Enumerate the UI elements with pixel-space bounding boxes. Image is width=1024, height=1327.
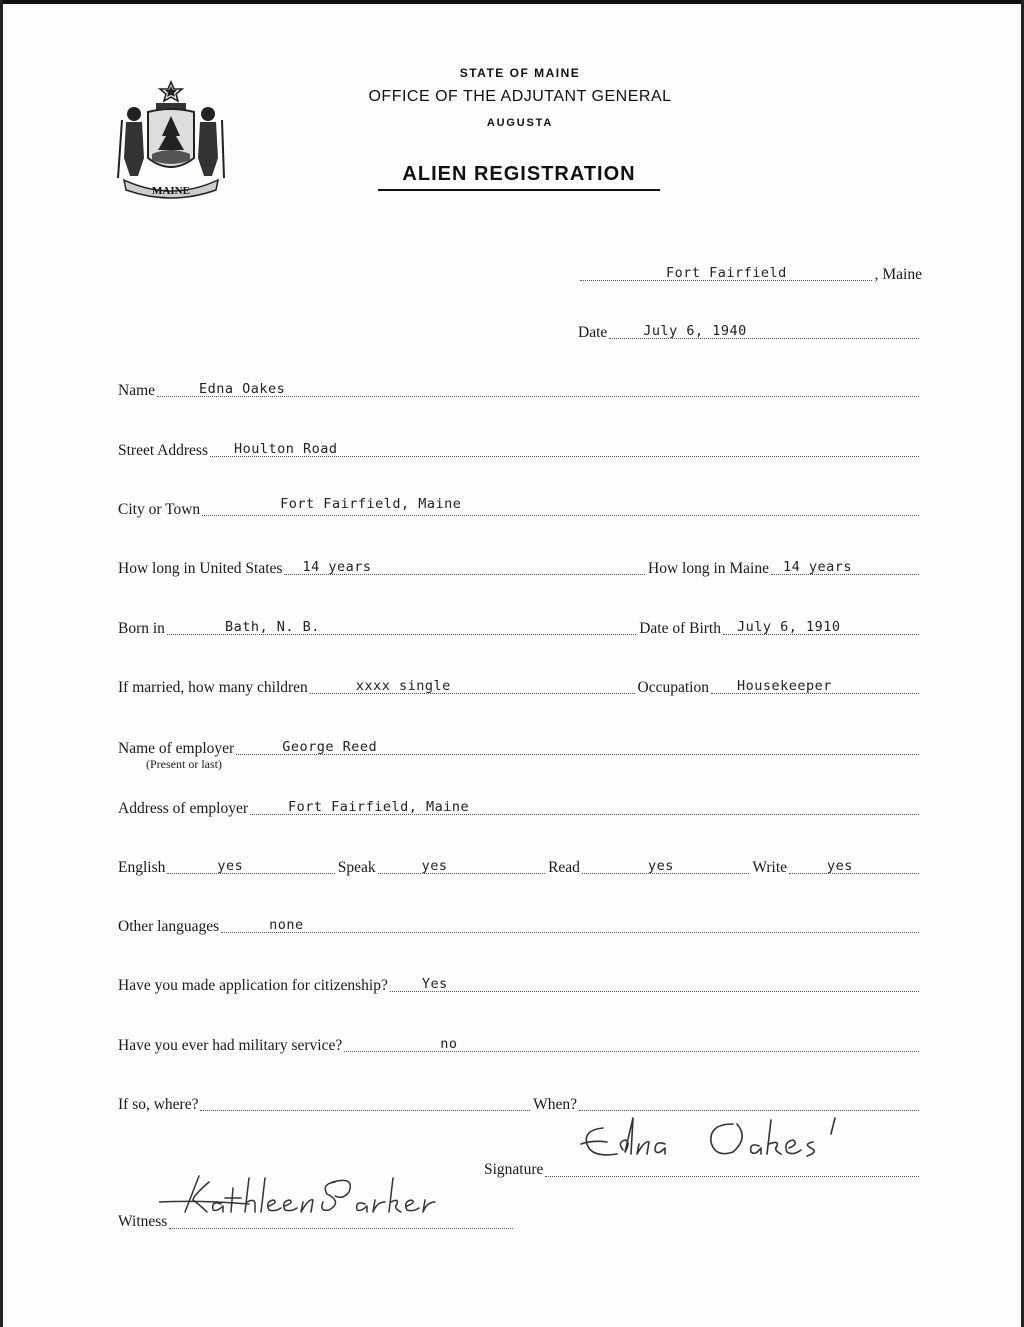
duration-row	[118, 556, 922, 578]
name-row	[118, 378, 922, 400]
english-field[interactable]	[167, 851, 334, 874]
write-label: Write	[752, 859, 788, 876]
speak-field[interactable]	[378, 851, 545, 874]
occupation-value: Housekeeper	[737, 678, 832, 694]
english-label: English	[118, 859, 166, 876]
read-label: Read	[548, 859, 580, 876]
born-in-value: Bath, N. B.	[224, 619, 320, 635]
employer-address-label: Address of employer	[118, 800, 248, 817]
city-town-value: Fort Fairfield, Maine	[280, 496, 462, 512]
street-value: Houlton Road	[233, 441, 338, 457]
children-row	[118, 675, 922, 697]
english-value: yes	[217, 858, 244, 874]
street-label: Street Address	[118, 442, 208, 459]
military-label: Have you ever had military service?	[118, 1037, 343, 1054]
date-row	[578, 320, 922, 342]
other-languages-row	[118, 914, 922, 936]
date-field[interactable]	[609, 316, 919, 339]
dob-value: July 6, 1910	[737, 619, 841, 635]
born-in-field[interactable]	[167, 612, 636, 635]
read-field[interactable]	[582, 851, 749, 874]
street-row	[118, 438, 922, 460]
birth-row	[118, 616, 922, 638]
maine-duration-label: How long in Maine	[648, 560, 769, 577]
employer-sublabel: (Present or last)	[146, 757, 222, 771]
name-field[interactable]	[157, 374, 919, 397]
city-town-field[interactable]	[202, 493, 919, 516]
citizenship-value: Yes	[421, 976, 448, 992]
employer-address-field[interactable]	[250, 792, 919, 815]
where-when-row	[118, 1092, 922, 1114]
other-languages-field[interactable]	[221, 910, 919, 933]
date-label: Date	[578, 324, 608, 341]
military-value: no	[440, 1036, 458, 1052]
occupation-label: Occupation	[637, 679, 709, 696]
citizenship-field[interactable]	[390, 969, 919, 992]
place-suffix: , Maine	[874, 266, 922, 283]
employer-address-value: Fort Fairfield, Maine	[288, 799, 470, 815]
place-row	[578, 262, 922, 284]
children-label: If married, how many children	[118, 679, 308, 696]
signature-row	[484, 1140, 922, 1180]
other-languages-value: none	[269, 917, 304, 933]
children-field[interactable]	[310, 671, 635, 694]
children-value: xxxx single	[355, 678, 451, 694]
state-heading: STATE OF MAINE	[459, 66, 581, 80]
signature-field[interactable]	[545, 1136, 919, 1177]
military-field[interactable]	[344, 1029, 919, 1052]
write-field[interactable]	[789, 851, 919, 874]
dob-field[interactable]	[723, 612, 919, 635]
form-title: ALIEN REGISTRATION	[378, 163, 660, 191]
maine-seal-icon	[112, 80, 230, 200]
citizenship-label: Have you made application for citizenship?	[118, 977, 388, 994]
maine-duration-value: 14 years	[783, 559, 853, 575]
when-label: When?	[533, 1096, 577, 1113]
where-field[interactable]	[200, 1088, 530, 1111]
name-value: Edna Oakes	[199, 381, 286, 397]
street-field[interactable]	[210, 434, 919, 457]
city-town-label: City or Town	[118, 501, 201, 518]
signature-handwriting-icon	[573, 1114, 893, 1174]
born-in-label: Born in	[118, 620, 165, 637]
employer-value: George Reed	[282, 739, 378, 755]
witness-row	[118, 1192, 516, 1232]
military-row	[118, 1033, 922, 1055]
us-duration-field[interactable]	[284, 552, 645, 575]
name-label: Name	[118, 382, 156, 399]
speak-value: yes	[421, 858, 448, 874]
scan-border-left	[0, 0, 3, 1327]
us-duration-value: 14 years	[302, 559, 372, 575]
speak-label: Speak	[337, 859, 376, 876]
maine-duration-field[interactable]	[771, 552, 919, 575]
when-field[interactable]	[579, 1088, 919, 1111]
citizenship-row	[118, 973, 922, 995]
dob-label: Date of Birth	[639, 620, 721, 637]
office-heading: OFFICE OF THE ADJUTANT GENERAL	[368, 88, 672, 105]
language-row	[118, 855, 922, 877]
other-languages-label: Other languages	[118, 918, 220, 935]
place-field[interactable]	[580, 258, 872, 281]
seal-text: MAINE	[152, 185, 190, 197]
where-label: If so, where?	[118, 1096, 199, 1113]
city-heading: AUGUSTA	[486, 117, 554, 129]
employer-field[interactable]	[236, 732, 919, 755]
employer-address-row	[118, 796, 922, 818]
employer-row	[118, 736, 922, 758]
read-value: yes	[647, 858, 674, 874]
witness-label: Witness	[118, 1213, 168, 1230]
place-value: Fort Fairfield	[666, 265, 787, 281]
us-duration-label: How long in United States	[118, 560, 283, 577]
witness-handwriting-icon	[159, 1172, 459, 1222]
city-town-row	[118, 497, 922, 519]
signature-label: Signature	[484, 1161, 544, 1178]
write-value: yes	[827, 858, 853, 874]
employer-label: Name of employer	[118, 740, 235, 757]
witness-field[interactable]	[169, 1188, 513, 1229]
occupation-field[interactable]	[711, 671, 919, 694]
scan-border-top	[0, 0, 1024, 4]
date-value: July 6, 1940	[643, 323, 747, 339]
